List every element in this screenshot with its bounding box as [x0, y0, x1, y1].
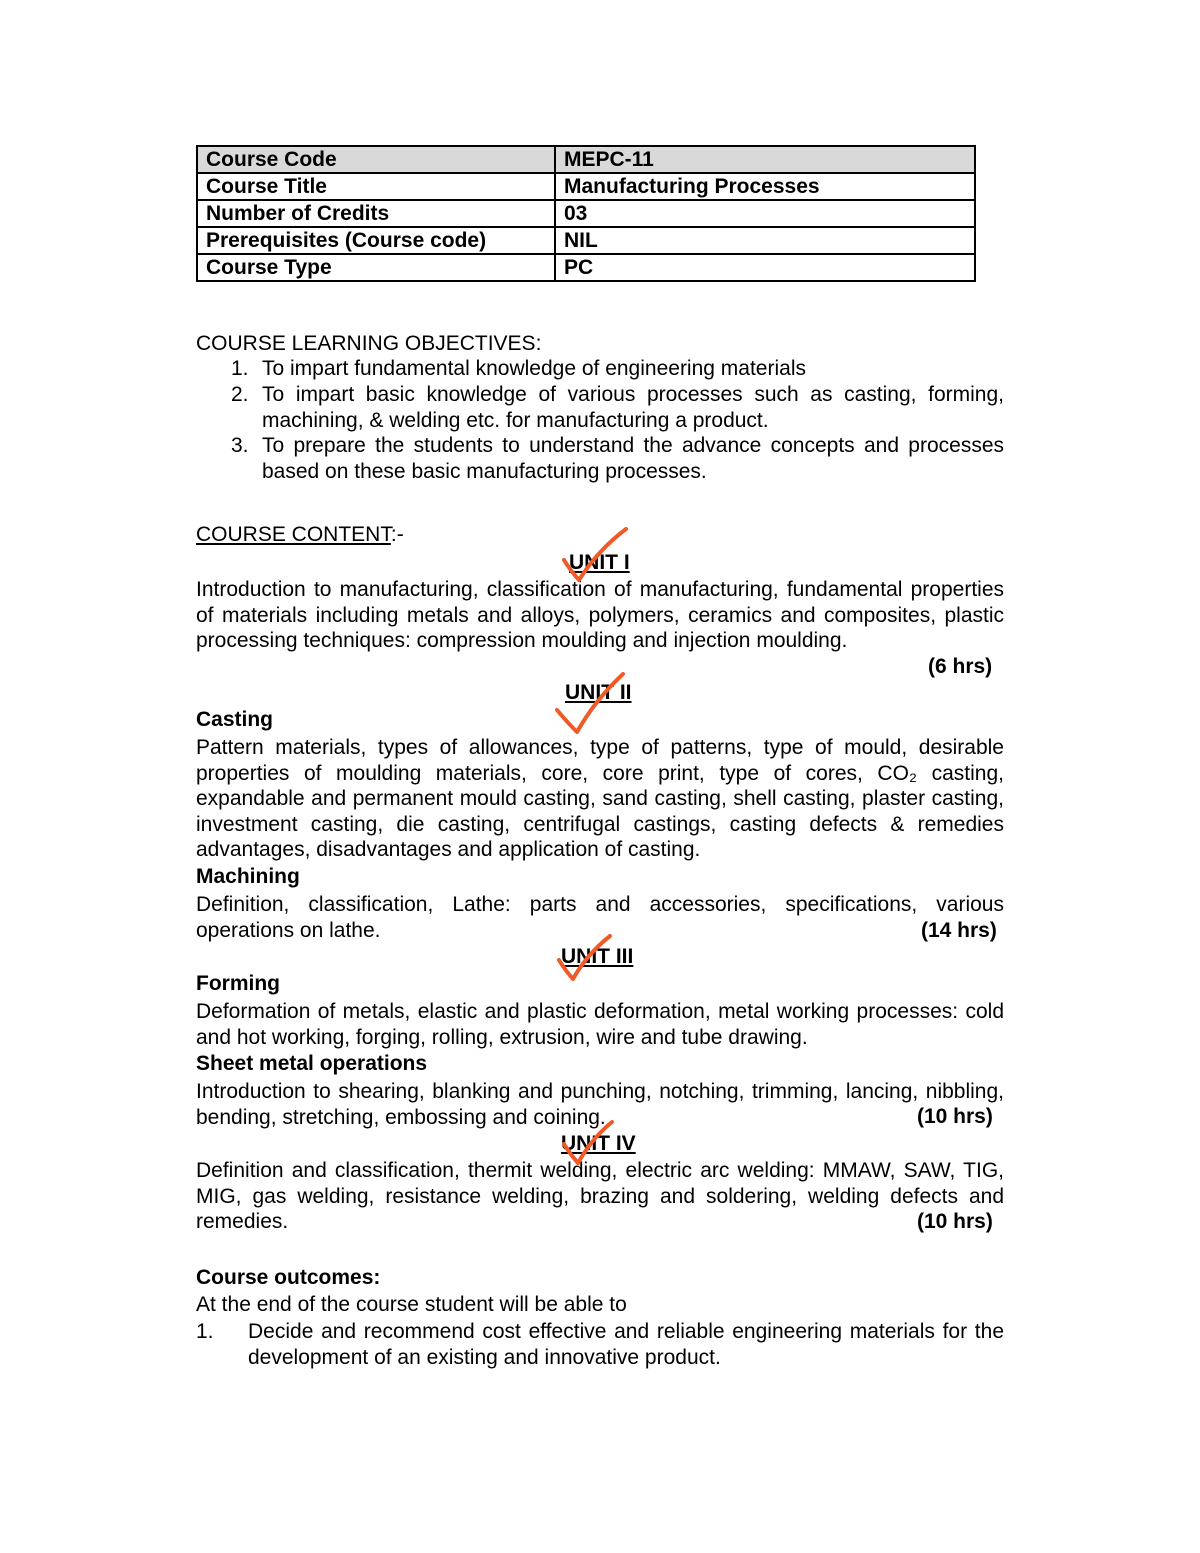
unit-3-hours: (10 hrs) — [917, 1105, 993, 1128]
unit-3-title: UNIT III — [561, 945, 634, 968]
unit-2-title: UNIT II — [565, 681, 632, 704]
outcomes-intro: At the end of the course student will be able to — [196, 1293, 627, 1316]
unit-4-text: Definition and classification, thermit welding, electric arc welding: MMAW, SAW, TIG, MIG, gas welding, resistance welding, brazing and soldering, welding defects and remedies. — [196, 1159, 1004, 1233]
unit-4-hours: (10 hrs) — [917, 1210, 993, 1233]
content-heading-suffix: :- — [390, 523, 404, 546]
sheet-metal-text: Introduction to shearing, blanking and punching, notching, trimming, lancing, nibbling, bending, stretching, embossing and coining. — [196, 1080, 1004, 1129]
table-label: Prerequisites (Course code) — [197, 227, 555, 254]
list-number: 1. — [231, 357, 249, 380]
list-text: To impart fundamental knowledge of engineering materials — [262, 357, 806, 380]
unit-4-title: UNIT IV — [561, 1132, 636, 1155]
table-value: Manufacturing Processes — [555, 173, 975, 200]
table-row — [197, 227, 975, 254]
table-label: Course Code — [197, 146, 555, 173]
machining-heading: Machining — [196, 865, 300, 888]
list-number: 3. — [231, 434, 249, 457]
table-row — [197, 146, 975, 173]
list-number: 1. — [196, 1320, 214, 1343]
table-value: NIL — [555, 227, 975, 254]
objectives-heading: COURSE LEARNING OBJECTIVES: — [196, 332, 542, 355]
casting-heading: Casting — [196, 708, 274, 731]
machining-text: Definition, classification, Lathe: parts and accessories, specifications, various operations on lathe. — [196, 893, 1004, 942]
table-value: MEPC-11 — [555, 146, 975, 173]
unit-2-hours: (14 hrs) — [921, 919, 997, 942]
check-mark-icon — [560, 1118, 616, 1168]
content-heading — [196, 522, 404, 547]
sheet-metal-heading: Sheet metal operations — [196, 1052, 428, 1075]
forming-text: Deformation of metals, elastic and plastic deformation, metal working processes: cold and hot working, forging, rolling, extrusion, wire and tube drawing. — [196, 1000, 1004, 1049]
check-mark-icon — [555, 932, 615, 984]
content-heading-text: COURSE CONTENT — [196, 523, 391, 546]
list-number: 2. — [231, 383, 249, 406]
table-row — [197, 254, 975, 281]
outcomes-heading: Course outcomes: — [196, 1266, 381, 1289]
table-label: Number of Credits — [197, 200, 555, 227]
course-info-table — [196, 145, 976, 282]
table-row — [197, 200, 975, 227]
table-value: PC — [555, 254, 975, 281]
table-row — [197, 173, 975, 200]
list-text: Decide and recommend cost effective and reliable engineering materials for the development of an existing and innovative product. — [248, 1320, 1004, 1369]
table-value: 03 — [555, 200, 975, 227]
unit-1-hours: (6 hrs) — [928, 655, 993, 678]
casting-text: Pattern materials, types of allowances, type of patterns, type of mould, desirable properties of moulding materials, core, core print, type of cores, CO₂ casting, expandable and permanent mould casting, sand casting, shell casting, plaster casting, investment casting, die casting, centrifugal castings, casting defects & remedies advantages, disadvantages and application of casting. — [196, 736, 1004, 861]
list-text: To prepare the students to understand the advance concepts and processes based on these basic manufacturing processes. — [262, 434, 1004, 483]
list-text: To impart basic knowledge of various processes such as casting, forming, machining, & welding etc. for manufacturing a product. — [262, 383, 1004, 432]
table-label: Course Title — [197, 173, 555, 200]
check-mark-icon — [553, 670, 628, 738]
unit-1-title: UNIT I — [569, 551, 630, 574]
table-label: Course Type — [197, 254, 555, 281]
forming-heading: Forming — [196, 972, 280, 995]
unit-1-text: Introduction to manufacturing, classification of manufacturing, fundamental properties of materials including metals and alloys, polymers, ceramics and composites, plastic processing techniques: compression moulding and injection moulding. — [196, 578, 1004, 652]
check-mark-icon — [560, 525, 632, 585]
